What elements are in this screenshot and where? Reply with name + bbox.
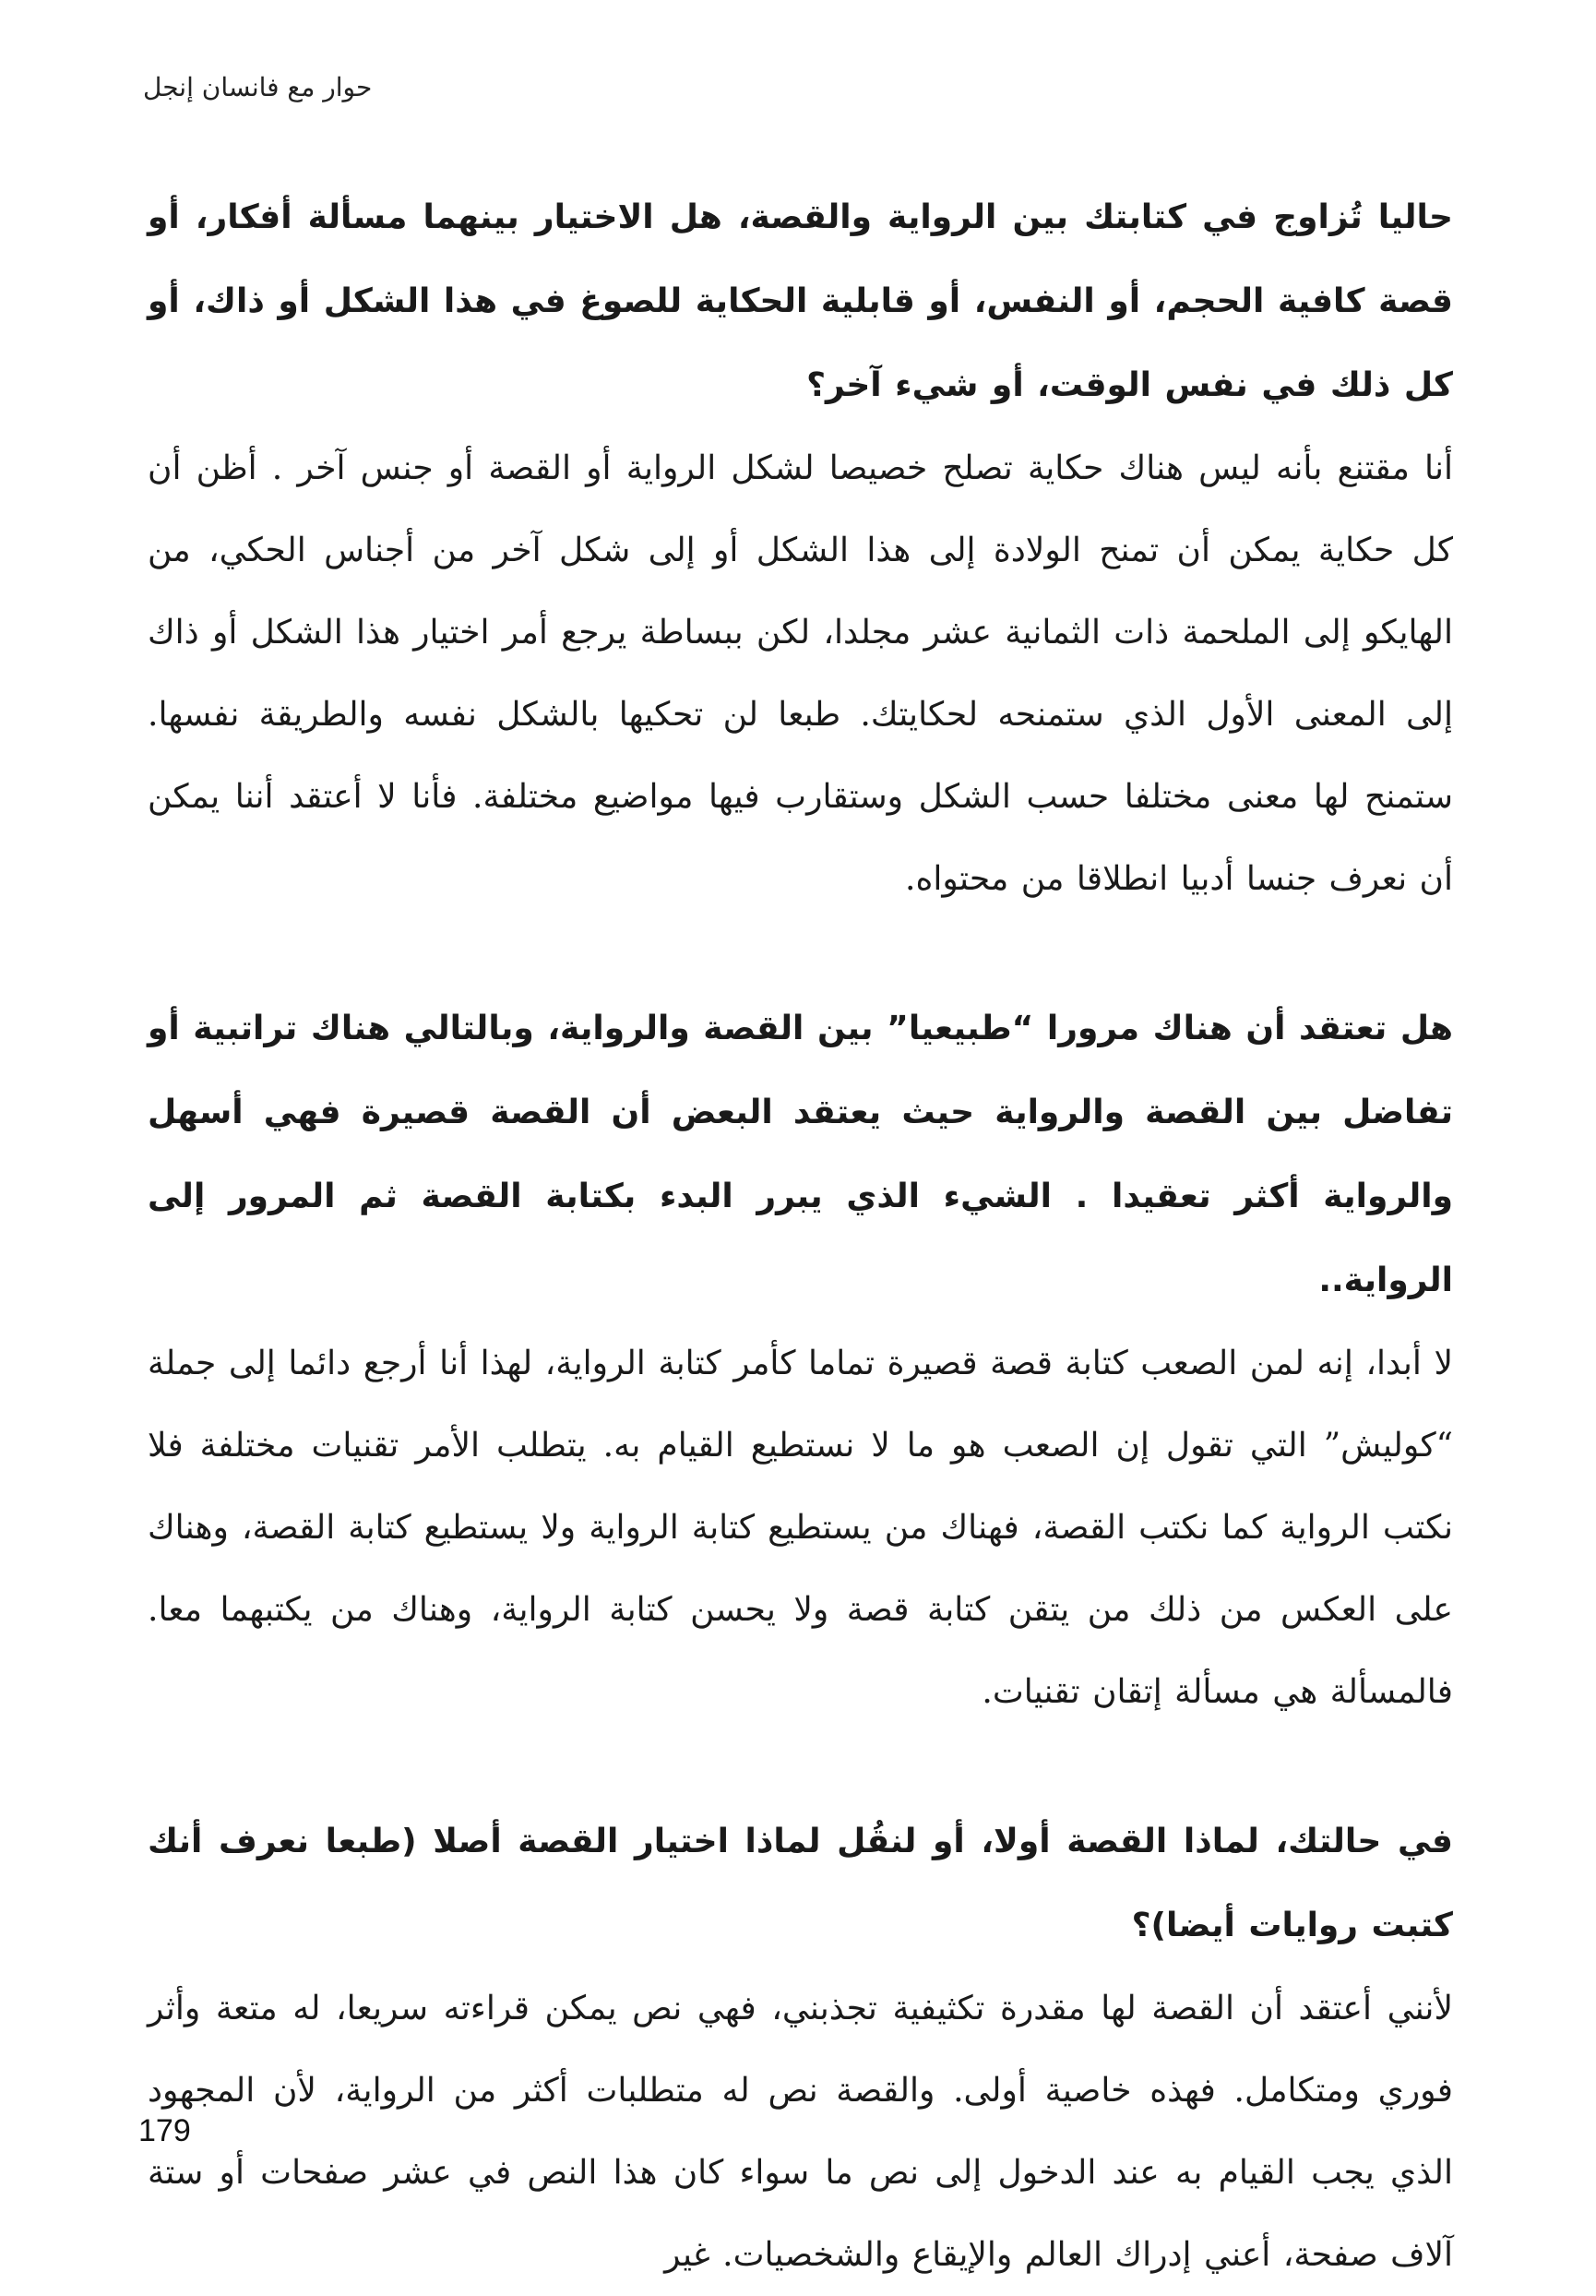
question-paragraph: في حالتك، لماذا القصة أولا، أو لنقُل لماذا اختيار القصة أصلا (طبعا نعرف أنك كتبت روايات أيضا)؟	[148, 1823, 1453, 1944]
answer-paragraph: لأنني أعتقد أن القصة لها مقدرة تكثيفية تجذبني، فهي نص يمكن قراءته سريعا، له متعة وأثر فوري ومتكامل. فهذه خاصية أولى. والقصة نص له متطلبات أكثر من الرواية، لأن المجهود الذي يجب القيام به عند الدخول إلى نص ما سواء كان هذا النص في عشر صفحات أو ستة آلاف صفحة، أعني إدراك العالم والإيقاع والشخصيات. غير	[148, 1990, 1453, 2274]
question-paragraph: هل تعتقد أن هناك مرورا “طبيعيا” بين القصة والرواية، وبالتالي هناك تراتبية أو تفاضل بين القصة والرواية حيث يعتقد البعض أن القصة قصيرة فهي أسهل والرواية أكثر تعقيدا . الشيء الذي يبرر البدء بكتابة القصة ثم المرور إلى الرواية..	[148, 1010, 1453, 1299]
running-header: حوار مع فانسان إنجل	[143, 72, 373, 102]
answer-paragraph: لا أبدا، إنه لمن الصعب كتابة قصة قصيرة تماما كأمر كتابة الرواية، لهذا أنا أرجع دائما إلى جملة “كوليش” التي تقول إن الصعب هو ما لا نستطيع القيام به. يتطلب الأمر تقنيات مختلفة فلا نكتب الرواية كما نكتب القصة، فهناك من يستطيع كتابة الرواية ولا يستطيع كتابة القصة، وهناك على العكس من ذلك من يتقن كتابة قصة ولا يحسن كتابة الرواية، وهناك من يكتبهما معا. فالمسألة هي مسألة إتقان تقنيات.	[148, 1345, 1453, 1711]
section-spacer	[148, 1733, 1453, 1800]
question-paragraph: حاليا تُزاوج في كتابتك بين الرواية والقصة، هل الاختيار بينهما مسألة أفكار، أو قصة كافية الحجم، أو النفس، أو قابلية الحكاية للصوغ في هذا الشكل أو ذاك، أو كل ذلك في نفس الوقت، أو شيء آخر؟	[148, 198, 1453, 404]
section-spacer	[148, 920, 1453, 987]
page-body	[148, 175, 1453, 2296]
answer-paragraph: أنا مقتنع بأنه ليس هناك حكاية تصلح خصيصا لشكل الرواية أو القصة أو جنس آخر . أظن أن كل حكاية يمكن أن تمنح الولادة إلى هذا الشكل أو إلى شكل آخر من أجناس الحكي، من الهايكو إلى الملحمة ذات الثمانية عشر مجلدا، لكن ببساطة يرجع أمر اختيار هذا الشكل أو ذاك إلى المعنى الأول الذي ستمنحه لحكايتك. طبعا لن تحكيها بالشكل نفسه والطريقة نفسها. ستمنح لها معنى مختلفا حسب الشكل وستقارب فيها مواضيع مختلفة. فأنا لا أعتقد أننا يمكن أن نعرف جنسا أدبيا انطلاقا من محتواه.	[148, 449, 1453, 898]
page-number: 179	[138, 2113, 191, 2148]
